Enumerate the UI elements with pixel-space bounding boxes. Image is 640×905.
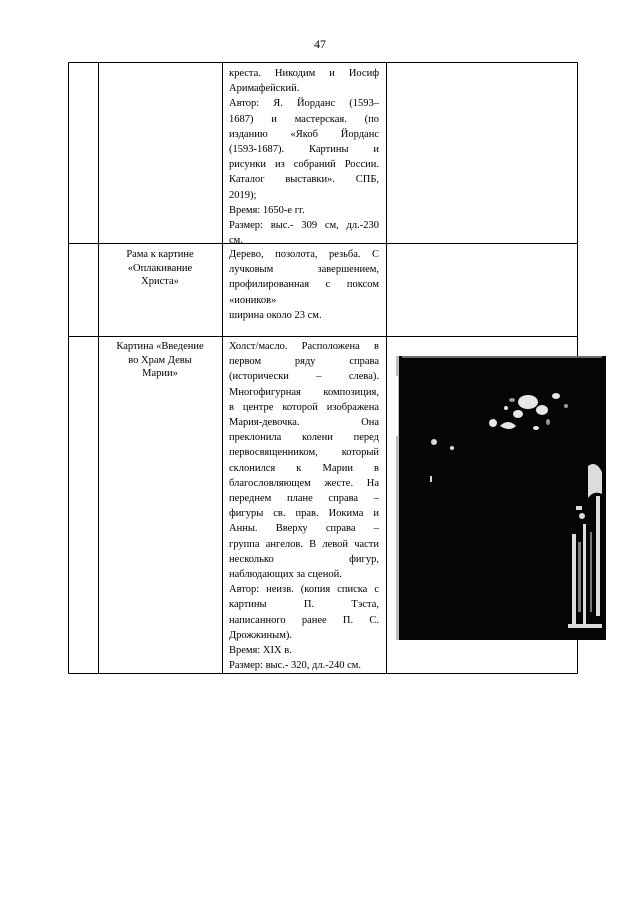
description-line: преклонила колени перед	[229, 432, 379, 444]
description-line: (1593-1687). Картины и	[229, 144, 379, 156]
name-line: Марии»	[142, 368, 178, 379]
description-line: изданию «Якоб Йорданс	[229, 128, 379, 140]
row-2-object-name	[104, 248, 216, 289]
description-line: склонился к Марии в	[229, 462, 379, 474]
painting-photo	[396, 356, 606, 640]
row-3-description	[229, 339, 379, 673]
description-line: наблюдающих за сценой.	[229, 569, 342, 581]
description-line: переднем плане справа –	[229, 493, 379, 505]
description-line: картины П. Тэста,	[229, 599, 379, 611]
description-line: Автор: неизв. (копия списка с	[229, 584, 379, 596]
description-line: ширина около 23 см.	[229, 309, 322, 321]
description-line: лучковым завершением,	[229, 264, 379, 276]
description-line: Анны. Вверху справа –	[229, 523, 379, 535]
description-line: Дрожжиным).	[229, 629, 292, 641]
description-line: группа ангелов. В левой части	[229, 538, 379, 550]
description-line: Автор: Я. Йорданс (1593–	[229, 98, 379, 110]
description-line: благословляющем жесте. На	[229, 477, 379, 489]
description-line: 1687) и мастерская. (по	[229, 113, 379, 125]
description-line: написанного ранее П. С.	[229, 614, 379, 626]
description-line: Время: XIX в.	[229, 645, 292, 657]
description-line: Холст/масло. Расположена в	[229, 341, 379, 352]
row-3-object-name	[102, 340, 218, 381]
description-line: в центре которой изображена	[229, 401, 379, 413]
description-line: Многофигурная композиция,	[229, 386, 379, 398]
name-line: «Оплакивание	[127, 262, 193, 274]
description-line: «иоников»	[229, 294, 277, 306]
description-line: рисунки из собраний России.	[229, 159, 379, 171]
description-line: несколько фигур,	[229, 553, 379, 565]
description-line: 2019);	[229, 189, 257, 201]
description-line: Дерево, позолота, резьба. С	[229, 249, 379, 260]
page-number: 47	[314, 37, 326, 51]
description-line: первом ряду справа	[229, 356, 379, 368]
description-line: Время: 1650-е гг.	[229, 204, 305, 216]
description-line: фигуры св. прав. Иокима и	[229, 508, 379, 520]
description-line: Мария-девочка. Она	[229, 417, 379, 429]
description-line: Размер: выс.- 320, дл.-240 см.	[229, 660, 362, 672]
description-line: (исторически – слева).	[229, 371, 379, 383]
description-line: Размер: выс.- 309 см, дл.-230	[229, 220, 379, 232]
description-line: Каталог выставки». СПБ,	[229, 174, 379, 186]
description-line: см.	[229, 235, 243, 247]
row-2-description	[229, 247, 379, 323]
description-line: профилированная с поксом	[229, 279, 379, 291]
description-line: первосвященником, который	[229, 447, 379, 459]
description-line: Аримафейский.	[229, 83, 300, 95]
name-line: Христа»	[141, 276, 179, 287]
description-line: креста. Никодим и Иосиф	[229, 68, 379, 79]
name-line: во Храм Девы	[128, 354, 192, 366]
name-line: Рама к картине	[126, 249, 194, 260]
row-1-description	[229, 66, 379, 248]
name-line: Картина «Введение	[116, 341, 204, 352]
